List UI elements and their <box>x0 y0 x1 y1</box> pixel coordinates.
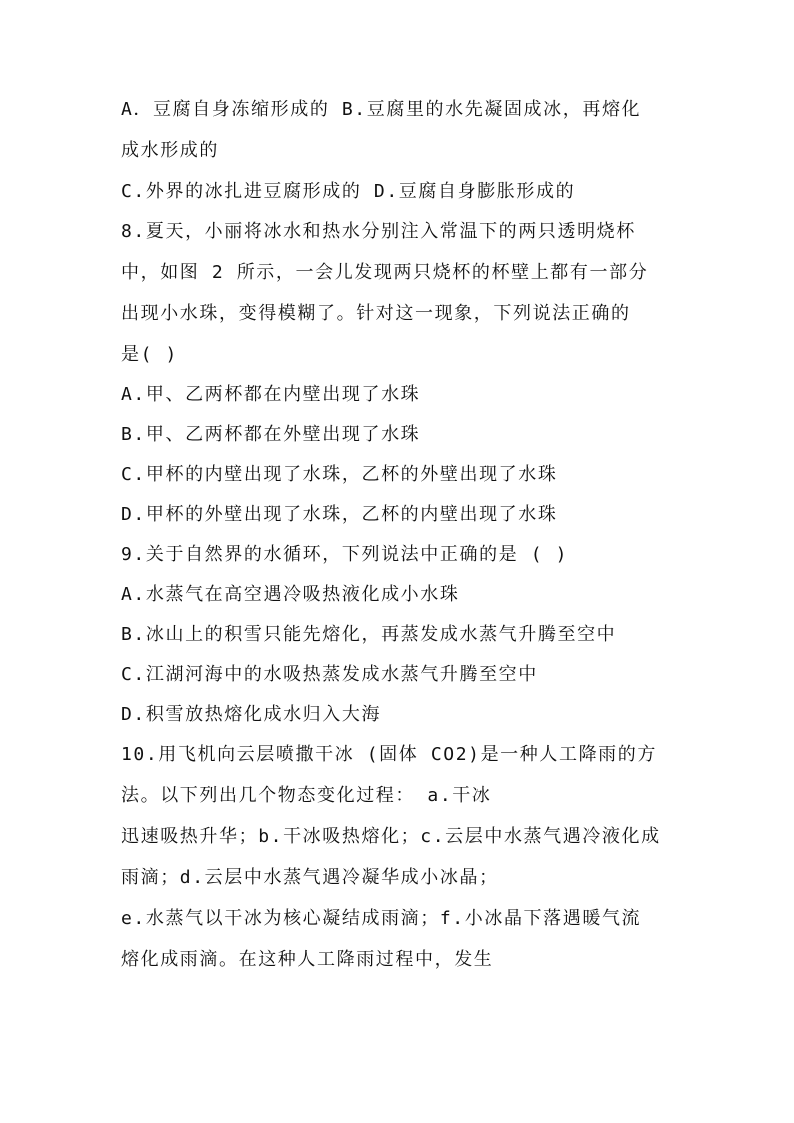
text-line: 成水形成的 <box>121 140 219 161</box>
text-line: 法。以下列出几个物态变化过程： a.干冰 <box>121 785 492 806</box>
question-9-line: 9.关于自然界的水循环，下列说法中正确的是 ( ) <box>121 544 569 565</box>
option-b: B.冰山上的积雪只能先熔化，再蒸发成水蒸气升腾至空中 <box>121 624 617 645</box>
text-line: e.水蒸气以干冰为核心凝结成雨滴；f.小冰晶下落遇暖气流 <box>121 908 642 929</box>
option-b: B.甲、乙两杯都在外壁出现了水珠 <box>121 424 421 445</box>
text-line: 迅速吸热升华；b.干冰吸热熔化；c.云层中水蒸气遇冷液化成 <box>121 826 661 847</box>
option-d: D.甲杯的外壁出现了水珠，乙杯的内壁出现了水珠 <box>121 504 558 525</box>
text-line: A．豆腐自身冻缩形成的 B.豆腐里的水先凝固成冰，再熔化 <box>121 99 642 120</box>
text-line: 出现小水珠，变得模糊了。针对这一现象，下列说法正确的 <box>121 303 631 324</box>
text-line: 是( ) <box>121 344 178 365</box>
text-line: 雨滴；d.云层中水蒸气遇冷凝华成小冰晶； <box>121 867 499 888</box>
text-line: 熔化成雨滴。在这种人工降雨过程中，发生 <box>121 949 494 970</box>
question-8-line: 8.夏天，小丽将冰水和热水分别注入常温下的两只透明烧杯 <box>121 221 636 242</box>
option-c: C.甲杯的内壁出现了水珠，乙杯的外壁出现了水珠 <box>121 464 558 485</box>
option-a: A.甲、乙两杯都在内壁出现了水珠 <box>121 384 421 405</box>
option-d: D.积雪放热熔化成水归入大海 <box>121 704 382 725</box>
text-line: 中，如图 2 所示，一会儿发现两只烧杯的杯壁上都有一部分 <box>121 262 649 283</box>
document-body <box>121 100 681 970</box>
question-10-line: 10.用飞机向云层喷撒干冰 (固体 CO2)是一种人工降雨的方 <box>121 744 657 765</box>
option-a: A.水蒸气在高空遇冷吸热液化成小水珠 <box>121 584 460 605</box>
option-c: C.江湖河海中的水吸热蒸发成水蒸气升腾至空中 <box>121 664 538 685</box>
text-line: C.外界的冰扎进豆腐形成的 D.豆腐自身膨胀形成的 <box>121 181 576 202</box>
